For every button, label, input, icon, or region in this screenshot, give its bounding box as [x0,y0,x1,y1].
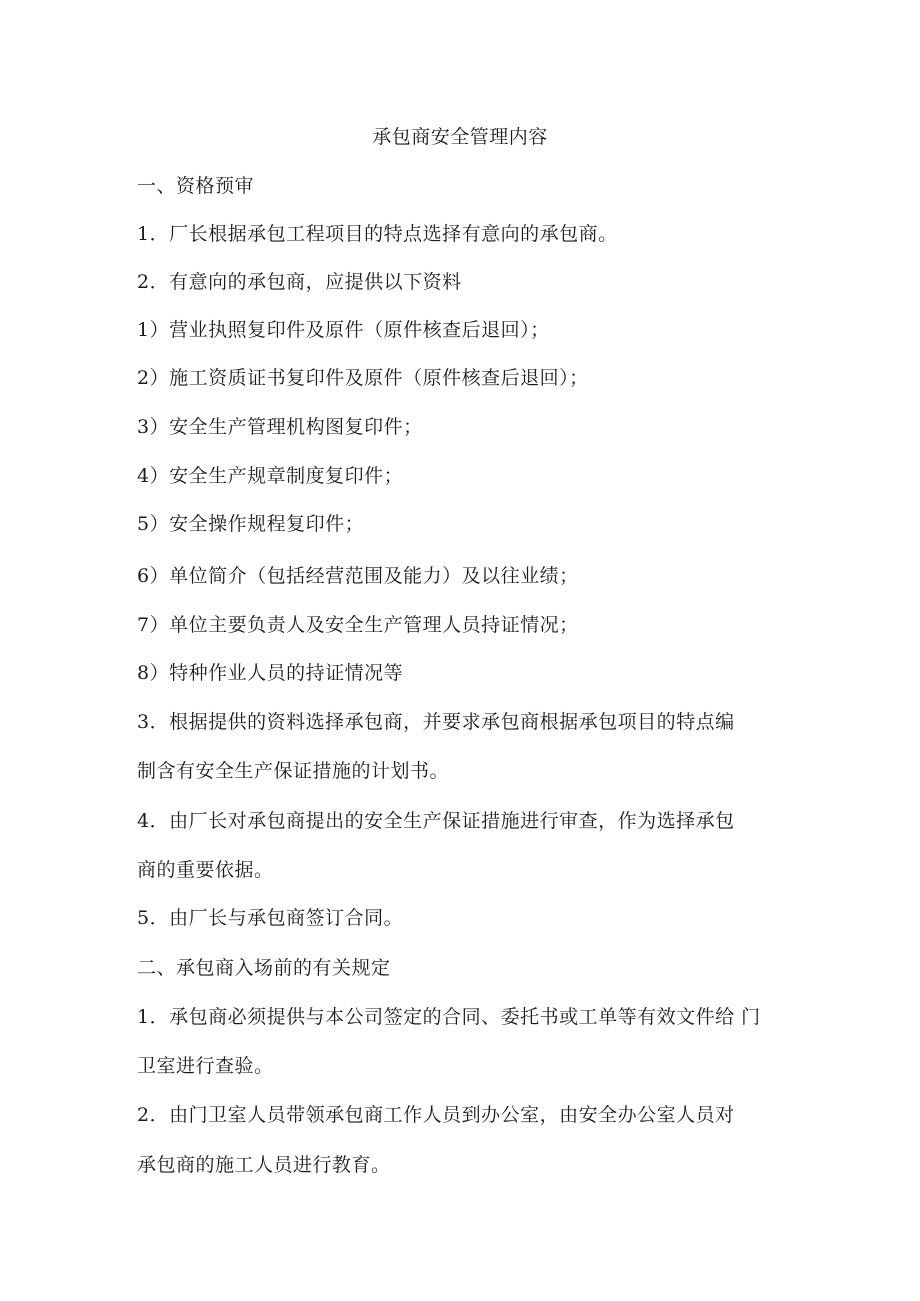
paragraph-line: 制含有安全生产保证措施的计划书。 [137,760,450,782]
paragraph-line: 2．有意向的承包商，应提供以下资料 [137,271,462,293]
list-item: 1）营业执照复印件及原件（原件核查后退回）； [137,319,550,341]
paragraph-line: 5．由厂长与承包商签订合同。 [137,907,404,929]
paragraph-line: 2．由门卫室人员带领承包商工作人员到办公室，由安全办公室人员对 [137,1104,735,1126]
paragraph-line: 卫室进行查验。 [137,1055,274,1077]
list-item: 3）安全生产管理机构图复印件； [137,416,423,438]
list-item: 4）安全生产规章制度复印件； [137,465,404,487]
list-item: 8）特种作业人员的持证情况等 [137,662,404,684]
section-heading-prequalification: 一、资格预审 [137,175,255,197]
paragraph-line: 承包商的施工人员进行教育。 [137,1154,391,1176]
document-title: 承包商安全管理内容 [372,126,548,148]
list-item: 2）施工资质证书复印件及原件（原件核查后退回）； [137,367,589,389]
paragraph-line: 1．承包商必须提供与本公司签定的合同、委托书或工单等有效文件给 门 [137,1006,761,1028]
paragraph-line: 商的重要依据。 [137,859,274,881]
list-item: 7）单位主要负责人及安全生产管理人员持证情况； [137,614,579,636]
paragraph-line: 1．厂长根据承包工程项目的特点选择有意向的承包商。 [137,223,618,245]
paragraph-line: 3．根据提供的资料选择承包商，并要求承包商根据承包项目的特点编 [137,711,735,733]
paragraph-line: 4．由厂长对承包商提出的安全生产保证措施进行审查，作为选择承包 [137,810,735,832]
list-item: 5）安全操作规程复印件； [137,513,365,535]
section-heading-entry-rules: 二、承包商入场前的有关规定 [137,957,391,979]
list-item: 6）单位简介（包括经营范围及能力）及以往业绩； [137,565,579,587]
